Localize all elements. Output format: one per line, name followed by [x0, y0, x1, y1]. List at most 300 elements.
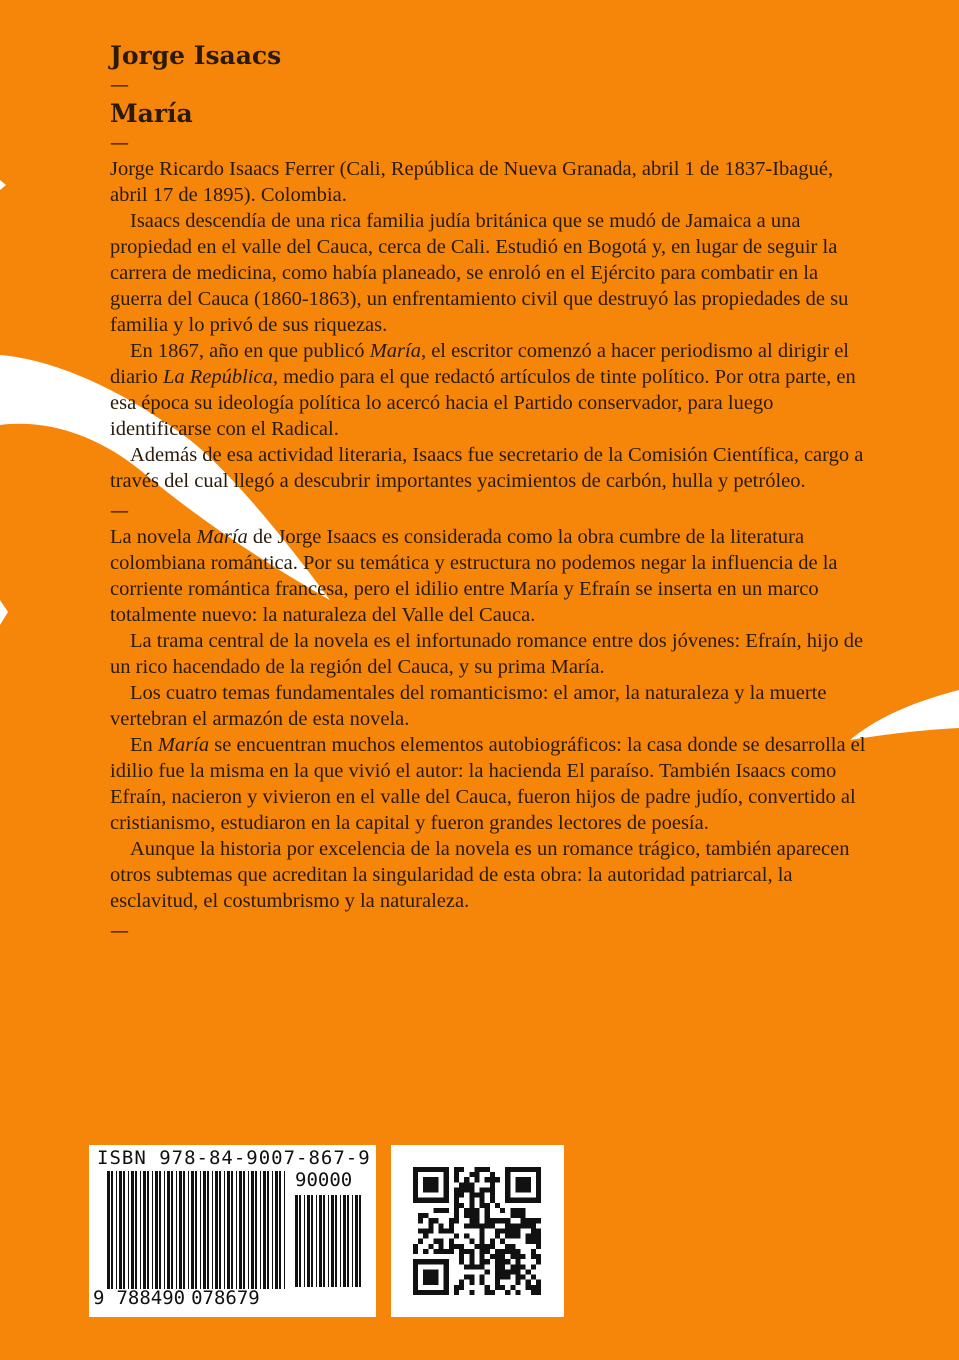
barcode-bar: [227, 1171, 230, 1289]
barcode-bar: [347, 1195, 349, 1287]
barcode-bar: [135, 1171, 137, 1289]
barcode-bar: [316, 1195, 317, 1287]
qr-module: [510, 1167, 515, 1172]
qr-module: [480, 1249, 485, 1254]
qr-module: [423, 1269, 428, 1274]
qr-module: [490, 1182, 495, 1187]
qr-module: [510, 1254, 515, 1259]
qr-module: [485, 1244, 490, 1249]
barcode-bar: [295, 1195, 298, 1287]
qr-module: [464, 1234, 469, 1239]
qr-module: [536, 1254, 541, 1259]
qr-module: [418, 1198, 423, 1203]
qr-module: [428, 1187, 433, 1192]
qr-module: [495, 1259, 500, 1264]
qr-module: [536, 1177, 541, 1182]
qr-module: [521, 1275, 526, 1280]
qr-module: [454, 1285, 459, 1290]
qr-module: [428, 1182, 433, 1187]
qr-module: [515, 1234, 520, 1239]
qr-module: [490, 1239, 495, 1244]
qr-module: [526, 1223, 531, 1228]
qr-module: [500, 1239, 505, 1244]
barcode-bar: [323, 1195, 325, 1287]
qr-module: [505, 1198, 510, 1203]
barcode-bar: [299, 1195, 301, 1287]
qr-module: [413, 1290, 418, 1295]
qr-module: [495, 1234, 500, 1239]
qr-module: [515, 1182, 520, 1187]
qr-module: [500, 1285, 505, 1290]
qr-module: [459, 1280, 464, 1285]
qr-module: [454, 1218, 459, 1223]
qr-module: [413, 1269, 418, 1274]
qr-module: [444, 1193, 449, 1198]
qr-module: [423, 1187, 428, 1192]
qr-module: [413, 1259, 418, 1264]
barcode-bar: [251, 1171, 254, 1289]
qr-module: [439, 1198, 444, 1203]
qr-module: [428, 1218, 433, 1223]
qr-module: [469, 1239, 474, 1244]
qr-module: [515, 1269, 520, 1274]
qr-module: [449, 1239, 454, 1244]
novel-paragraph: Aunque la historia por excelencia de la novela es un romance trágico, también aparecen otros subtemas que acreditan la singularidad de esta obra: la autoridad patriarcal, la esclavitud, el costumbrismo y la naturaleza.: [110, 838, 850, 912]
qr-module: [459, 1193, 464, 1198]
qr-module: [515, 1249, 520, 1254]
qr-module: [469, 1249, 474, 1254]
qr-module: [485, 1213, 490, 1218]
qr-module: [480, 1254, 485, 1259]
qr-module: [500, 1228, 505, 1233]
qr-module: [505, 1249, 510, 1254]
qr-module: [531, 1275, 536, 1280]
qr-module: [526, 1239, 531, 1244]
qr-module: [505, 1223, 510, 1228]
qr-code-pattern: [413, 1167, 541, 1295]
qr-module: [464, 1213, 469, 1218]
qr-module: [439, 1259, 444, 1264]
qr-module: [480, 1167, 485, 1172]
qr-module: [521, 1182, 526, 1187]
qr-module: [505, 1244, 510, 1249]
qr-module: [510, 1285, 515, 1290]
qr-module: [536, 1239, 541, 1244]
qr-module: [480, 1228, 485, 1233]
novel-paragraph: En María se encuentran muchos elementos autobiográficos: la casa donde se desarrolla el idilio fue la misma en la que vivió el autor: la hacienda El paraíso. También Isaacs como Efraín, nacieron y vivieron en el valle del Cauca, fueron hijos de padre judío, convertido al cristianismo, estudiaron en la capital y fueron grandes lectores de poesía.: [110, 734, 866, 834]
qr-module: [464, 1182, 469, 1187]
barcode-bar: [319, 1195, 322, 1287]
qr-module: [454, 1244, 459, 1249]
qr-module: [413, 1172, 418, 1177]
qr-module: [495, 1177, 500, 1182]
qr-module: [510, 1269, 515, 1274]
qr-module: [423, 1249, 428, 1254]
qr-module: [521, 1254, 526, 1259]
qr-module: [433, 1187, 438, 1192]
qr-module: [515, 1264, 520, 1269]
qr-module: [500, 1218, 505, 1223]
qr-module: [413, 1285, 418, 1290]
barcode-bar: [207, 1171, 209, 1289]
qr-module: [510, 1213, 515, 1218]
novel-paragraph: Los cuatro temas fundamentales del romanticismo: el amor, la naturaleza y la muerte vertebran el armazón de esta novela.: [110, 682, 827, 730]
qr-module: [521, 1213, 526, 1218]
qr-module: [454, 1234, 459, 1239]
barcode-bar: [107, 1171, 110, 1289]
qr-module: [418, 1239, 423, 1244]
barcode-bar: [279, 1171, 281, 1289]
barcode-bar: [176, 1171, 177, 1289]
qr-module: [505, 1290, 510, 1295]
qr-module: [464, 1275, 469, 1280]
qr-module: [536, 1234, 541, 1239]
qr-module: [505, 1228, 510, 1233]
qr-module: [413, 1198, 418, 1203]
qr-module: [536, 1244, 541, 1249]
qr-module: [500, 1249, 505, 1254]
qr-module: [485, 1259, 490, 1264]
bio-paragraph: Además de esa actividad literaria, Isaacs fue secretario de la Comisión Científica, cargo a través del cual llegó a descubrir importantes yacimientos de carbón, hulla y petróleo.: [110, 444, 864, 492]
barcode-bar: [328, 1195, 329, 1287]
barcode-bar: [284, 1171, 285, 1289]
qr-module: [521, 1264, 526, 1269]
author-biography: [110, 156, 870, 494]
qr-module: [413, 1280, 418, 1285]
qr-module: [454, 1167, 459, 1172]
qr-module: [413, 1193, 418, 1198]
qr-module: [521, 1208, 526, 1213]
ean-digits: 9 788490 078679: [93, 1287, 260, 1309]
qr-code: [391, 1145, 564, 1317]
barcode-bar: [123, 1171, 125, 1289]
bio-paragraph: Jorge Ricardo Isaacs Ferrer (Cali, República de Nueva Granada, abril 1 de 1837-Ibagué, abril 17 de 1895). Colombia.: [110, 158, 834, 206]
qr-module: [444, 1275, 449, 1280]
qr-module: [439, 1208, 444, 1213]
barcode-bar: [159, 1171, 161, 1289]
qr-module: [444, 1269, 449, 1274]
qr-module: [413, 1249, 418, 1254]
qr-module: [474, 1172, 479, 1177]
qr-module: [480, 1198, 485, 1203]
separator-dash: —: [110, 500, 129, 522]
barcode-bar: [272, 1171, 273, 1289]
qr-module: [444, 1167, 449, 1172]
qr-module: [439, 1239, 444, 1244]
barcode-bar: [219, 1171, 221, 1289]
qr-module: [454, 1187, 459, 1192]
barcode-bar: [188, 1171, 189, 1289]
qr-module: [459, 1254, 464, 1259]
qr-module: [474, 1208, 479, 1213]
qr-module: [423, 1198, 428, 1203]
left-edge-notch: [0, 600, 8, 625]
qr-module: [526, 1177, 531, 1182]
qr-module: [531, 1167, 536, 1172]
qr-module: [505, 1259, 510, 1264]
qr-module: [531, 1239, 536, 1244]
qr-module: [531, 1264, 536, 1269]
qr-module: [531, 1234, 536, 1239]
qr-module: [464, 1249, 469, 1254]
qr-module: [490, 1290, 495, 1295]
qr-module: [505, 1182, 510, 1187]
qr-module: [423, 1228, 428, 1233]
qr-module: [521, 1198, 526, 1203]
qr-module: [480, 1239, 485, 1244]
qr-module: [418, 1218, 423, 1223]
qr-module: [449, 1249, 454, 1254]
bio-paragraph: En 1867, año en que publicó María, el escritor comenzó a hacer periodismo al dirigir el diario La República, medio para el que redactó artículos de tinte político. Por otra parte, en esa época su ideología política lo acercó hacia el Partido conservador, para luego identificarse con el Radical.: [110, 340, 856, 440]
qr-module: [433, 1259, 438, 1264]
qr-module: [510, 1234, 515, 1239]
qr-module: [515, 1187, 520, 1192]
qr-module: [413, 1167, 418, 1172]
qr-module: [495, 1228, 500, 1233]
qr-module: [510, 1264, 515, 1269]
qr-module: [413, 1275, 418, 1280]
barcode-bar: [340, 1195, 341, 1287]
qr-module: [495, 1285, 500, 1290]
barcode-bar: [203, 1171, 206, 1289]
qr-module: [510, 1198, 515, 1203]
novel-paragraph: La trama central de la novela es el infortunado romance entre dos jóvenes: Efraín, hijo de un rico hacendado de la región del Cauca, y su prima María.: [110, 630, 864, 678]
qr-module: [469, 1203, 474, 1208]
qr-module: [495, 1254, 500, 1259]
qr-module: [521, 1177, 526, 1182]
qr-module: [515, 1208, 520, 1213]
qr-module: [449, 1223, 454, 1228]
barcode-bar: [231, 1171, 233, 1289]
qr-module: [500, 1264, 505, 1269]
barcode-bar: [243, 1171, 245, 1289]
qr-module: [439, 1244, 444, 1249]
qr-module: [505, 1172, 510, 1177]
qr-module: [500, 1275, 505, 1280]
separator-dash: —: [110, 132, 129, 154]
qr-module: [469, 1254, 474, 1259]
qr-module: [474, 1264, 479, 1269]
qr-module: [474, 1244, 479, 1249]
qr-module: [485, 1203, 490, 1208]
qr-module: [433, 1249, 438, 1254]
barcode-bar: [152, 1171, 153, 1289]
qr-module: [485, 1208, 490, 1213]
ean-barcode-bars: [107, 1171, 287, 1293]
qr-module: [480, 1275, 485, 1280]
qr-module: [536, 1193, 541, 1198]
qr-module: [464, 1187, 469, 1192]
barcode-bar: [111, 1171, 113, 1289]
qr-module: [480, 1203, 485, 1208]
qr-module: [526, 1269, 531, 1274]
qr-module: [469, 1213, 474, 1218]
barcode-bar: [171, 1171, 173, 1289]
qr-module: [500, 1259, 505, 1264]
qr-module: [433, 1275, 438, 1280]
qr-module: [469, 1275, 474, 1280]
qr-module: [474, 1167, 479, 1172]
qr-module: [428, 1269, 433, 1274]
qr-module: [485, 1290, 490, 1295]
qr-module: [464, 1208, 469, 1213]
barcode-bar: [255, 1171, 257, 1289]
qr-module: [459, 1182, 464, 1187]
barcode-bar: [191, 1171, 194, 1289]
qr-module: [464, 1223, 469, 1228]
qr-module: [433, 1182, 438, 1187]
qr-module: [510, 1249, 515, 1254]
qr-module: [490, 1223, 495, 1228]
qr-module: [439, 1223, 444, 1228]
qr-module: [444, 1208, 449, 1213]
qr-module: [536, 1290, 541, 1295]
qr-module: [480, 1244, 485, 1249]
qr-module: [413, 1182, 418, 1187]
qr-module: [423, 1177, 428, 1182]
qr-module: [423, 1213, 428, 1218]
qr-module: [536, 1187, 541, 1192]
qr-module: [505, 1193, 510, 1198]
qr-module: [428, 1280, 433, 1285]
barcode-bar: [179, 1171, 182, 1289]
qr-module: [433, 1198, 438, 1203]
qr-module: [459, 1259, 464, 1264]
qr-module: [454, 1213, 459, 1218]
qr-module: [510, 1208, 515, 1213]
top-left-notch: [0, 180, 6, 190]
qr-module: [444, 1198, 449, 1203]
qr-module: [531, 1249, 536, 1254]
qr-module: [526, 1285, 531, 1290]
qr-module: [469, 1264, 474, 1269]
qr-module: [495, 1218, 500, 1223]
qr-module: [510, 1244, 515, 1249]
qr-module: [505, 1269, 510, 1274]
qr-module: [480, 1280, 485, 1285]
qr-module: [459, 1187, 464, 1192]
qr-module: [454, 1193, 459, 1198]
barcode-bar: [143, 1171, 146, 1289]
back-cover-text: [110, 40, 870, 944]
separator-dash: —: [110, 74, 129, 96]
isbn-barcode: [89, 1145, 376, 1317]
qr-module: [444, 1259, 449, 1264]
qr-module: [428, 1167, 433, 1172]
barcode-bar: [155, 1171, 158, 1289]
qr-module: [469, 1223, 474, 1228]
qr-module: [469, 1182, 474, 1187]
barcode-bar: [215, 1171, 218, 1289]
qr-module: [469, 1218, 474, 1223]
barcode-bar: [224, 1171, 225, 1289]
qr-module: [526, 1234, 531, 1239]
barcode-bar: [119, 1171, 122, 1289]
qr-module: [536, 1167, 541, 1172]
qr-module: [433, 1290, 438, 1295]
novel-description: [110, 524, 870, 914]
barcode-bar: [164, 1171, 165, 1289]
qr-module: [515, 1275, 520, 1280]
qr-module: [423, 1275, 428, 1280]
barcode-bar: [331, 1195, 334, 1287]
separator-dash: —: [110, 920, 129, 942]
qr-module: [444, 1187, 449, 1192]
qr-module: [428, 1223, 433, 1228]
qr-module: [485, 1223, 490, 1228]
qr-module: [454, 1198, 459, 1203]
qr-module: [413, 1177, 418, 1182]
qr-module: [459, 1167, 464, 1172]
qr-module: [495, 1269, 500, 1274]
qr-module: [510, 1223, 515, 1228]
qr-module: [505, 1167, 510, 1172]
qr-module: [536, 1285, 541, 1290]
qr-module: [515, 1213, 520, 1218]
qr-module: [531, 1290, 536, 1295]
qr-module: [500, 1269, 505, 1274]
qr-module: [444, 1285, 449, 1290]
qr-module: [536, 1198, 541, 1203]
barcode-bar: [304, 1195, 305, 1287]
qr-module: [510, 1228, 515, 1233]
qr-module: [495, 1280, 500, 1285]
qr-module: [495, 1275, 500, 1280]
qr-module: [439, 1249, 444, 1254]
qr-module: [433, 1167, 438, 1172]
barcode-bar: [248, 1171, 249, 1289]
novel-paragraph: La novela María de Jorge Isaacs es considerada como la obra cumbre de la literatura colombiana romántica. Por su temática y estructura no podemos negar la influencia de la corriente romántica francesa, pero el idilio entre María y Efraín se inserta en un marco totalmente nuevo: la naturaleza del Valle del Cauca.: [110, 526, 838, 626]
qr-module: [469, 1193, 474, 1198]
barcode-bar: [263, 1171, 266, 1289]
qr-module: [531, 1228, 536, 1233]
qr-module: [485, 1218, 490, 1223]
qr-module: [485, 1285, 490, 1290]
barcode-bar: [343, 1195, 346, 1287]
qr-module: [428, 1228, 433, 1233]
addon-barcode-bars: [295, 1195, 367, 1291]
qr-module: [536, 1182, 541, 1187]
qr-module: [521, 1187, 526, 1192]
barcode-bar: [352, 1195, 353, 1287]
qr-module: [495, 1264, 500, 1269]
qr-module: [485, 1177, 490, 1182]
barcode-bar: [311, 1195, 313, 1287]
qr-module: [536, 1280, 541, 1285]
qr-module: [490, 1218, 495, 1223]
qr-module: [454, 1208, 459, 1213]
barcode-bar: [260, 1171, 261, 1289]
qr-module: [515, 1198, 520, 1203]
barcode-bar: [275, 1171, 278, 1289]
barcode-bar: [195, 1171, 197, 1289]
barcode-bar: [116, 1171, 117, 1289]
qr-module: [490, 1198, 495, 1203]
qr-module: [423, 1182, 428, 1187]
qr-module: [531, 1198, 536, 1203]
qr-module: [433, 1280, 438, 1285]
qr-module: [469, 1198, 474, 1203]
qr-module: [474, 1218, 479, 1223]
qr-module: [454, 1290, 459, 1295]
qr-module: [444, 1177, 449, 1182]
qr-module: [490, 1193, 495, 1198]
qr-module: [433, 1177, 438, 1182]
qr-module: [423, 1234, 428, 1239]
qr-module: [469, 1187, 474, 1192]
qr-module: [526, 1187, 531, 1192]
qr-module: [500, 1208, 505, 1213]
